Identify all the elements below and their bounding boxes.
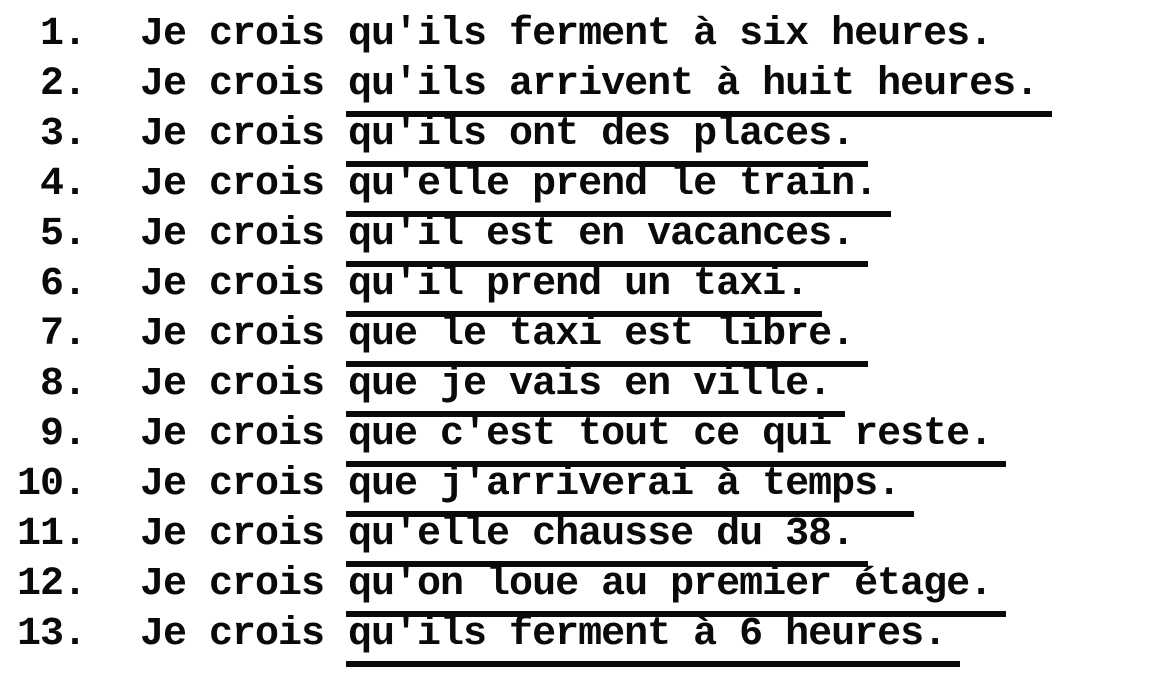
item-clause: qu'ils ont des places. [346,110,868,167]
item-number: 13. [16,612,86,657]
item-lead: Je crois [140,312,325,357]
exercise-item [0,410,1173,460]
exercise-item [0,510,1173,560]
exercise-item [0,10,1173,60]
item-number: 9. [39,412,86,457]
item-number: 6. [39,262,86,307]
item-number: 5. [39,212,86,257]
exercise-item [0,310,1173,360]
item-number: 1. [39,12,86,57]
exercise-item [0,110,1173,160]
item-lead: Je crois [140,412,325,457]
item-clause: que je vais en ville. [346,360,845,417]
item-number: 2. [39,62,86,107]
item-clause: qu'ils ferment à 6 heures. [346,610,960,667]
item-lead: Je crois [140,62,325,107]
item-lead: Je crois [140,612,325,657]
item-clause: que c'est tout ce qui reste. [346,410,1006,467]
item-number: 11. [16,512,86,557]
item-lead: Je crois [140,112,325,157]
item-number: 12. [16,562,86,607]
item-clause: qu'on loue au premier étage. [346,560,1006,617]
item-number: 10. [16,462,86,507]
item-clause: qu'elle chausse du 38. [346,510,868,567]
exercise-item [0,160,1173,210]
item-number: 7. [39,312,86,357]
item-number: 4. [39,162,86,207]
exercise-item [0,60,1173,110]
item-number: 3. [39,112,86,157]
item-clause: qu'il est en vacances. [346,210,868,267]
exercise-item [0,260,1173,310]
exercise-item [0,560,1173,610]
item-lead: Je crois [140,562,325,607]
item-clause: qu'ils arrivent à huit heures. [346,60,1052,117]
item-lead: Je crois [140,262,325,307]
item-lead: Je crois [140,362,325,407]
item-clause: qu'il prend un taxi. [346,260,822,317]
exercise-item [0,360,1173,410]
item-clause: que le taxi est libre. [346,310,868,367]
item-clause: que j'arriverai à temps. [346,460,914,517]
item-clause: qu'ils ferment à six heures. [348,12,993,57]
item-clause: qu'elle prend le train. [346,160,891,217]
exercise-item [0,610,1173,660]
item-lead: Je crois [140,462,325,507]
item-lead: Je crois [140,12,325,57]
item-lead: Je crois [140,162,325,207]
item-lead: Je crois [140,212,325,257]
exercise-item [0,210,1173,260]
item-lead: Je crois [140,512,325,557]
exercise-list [0,10,1173,660]
exercise-item [0,460,1173,510]
item-number: 8. [39,362,86,407]
